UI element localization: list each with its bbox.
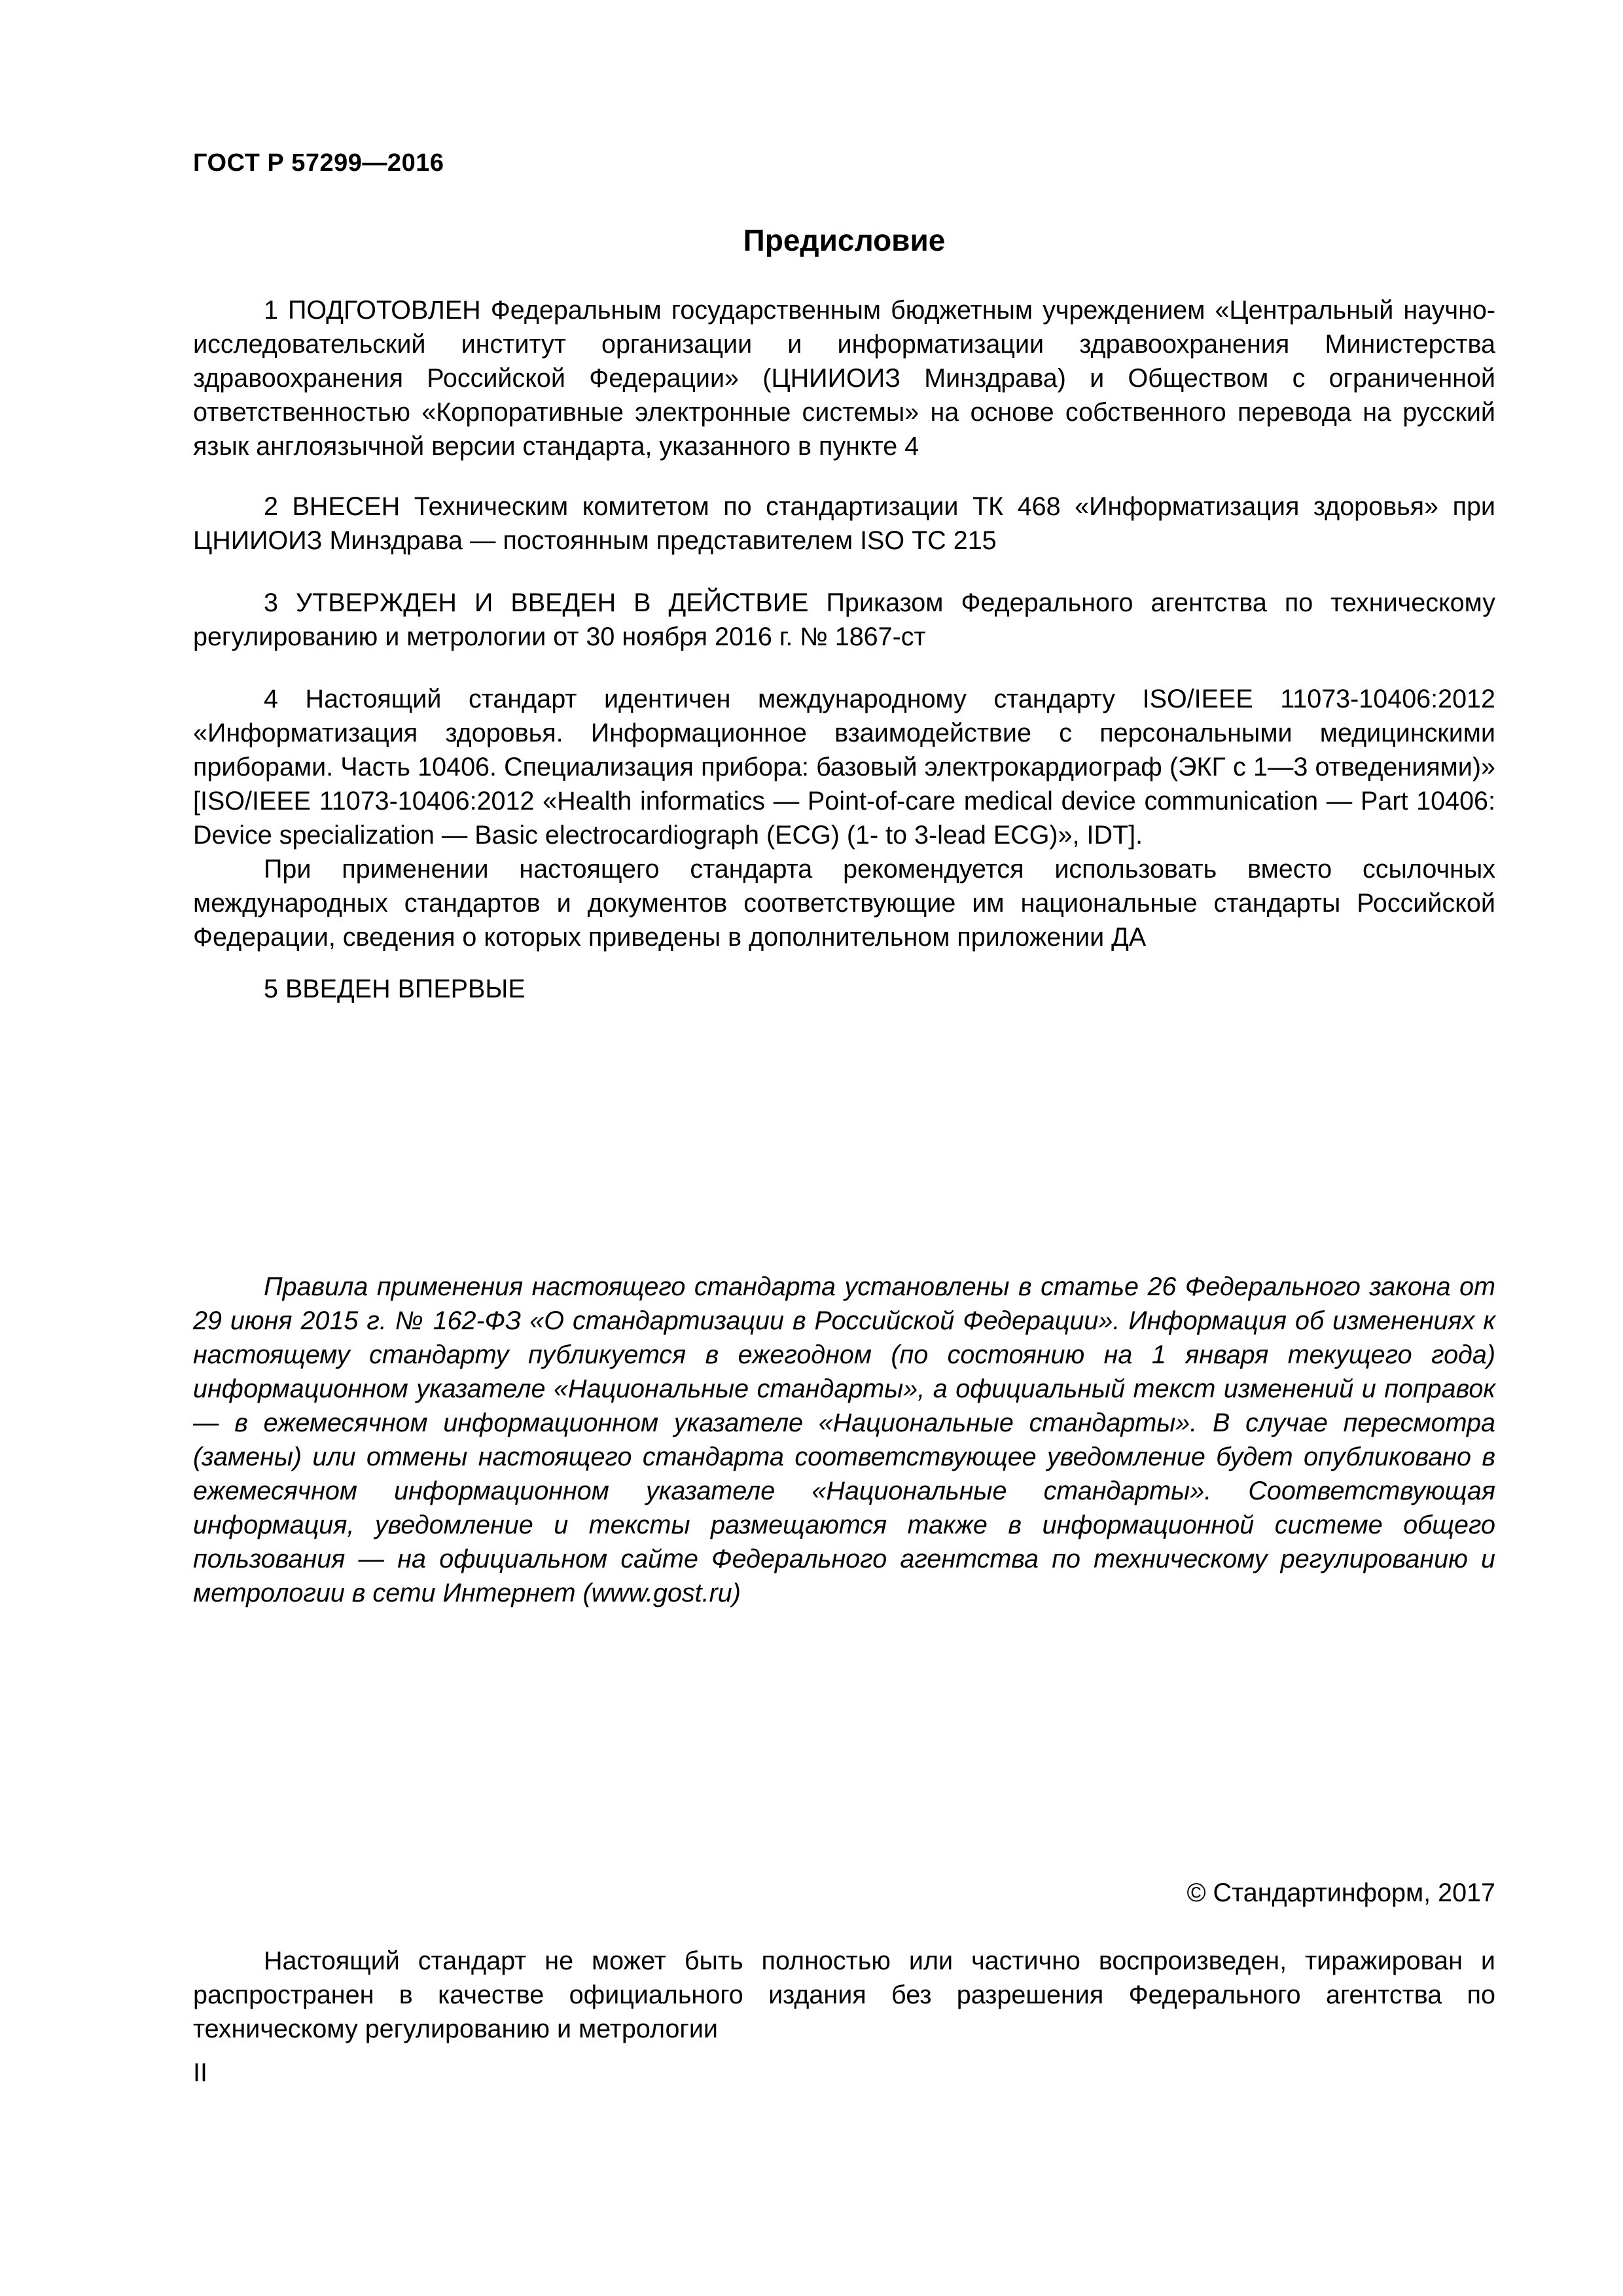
standard-code: ГОСТ Р 57299—2016 — [193, 149, 444, 177]
foreword-item-1 — [193, 293, 1495, 463]
page-title: Предисловие — [743, 223, 946, 257]
foreword-item-5-text: 5 ВВЕДЕН ВПЕРВЫЕ — [264, 975, 526, 1003]
application-rules-text: Правила применения настоящего стандарта установлены в статье 26 Федерального закона от 29 июня 2015 г. № 162-ФЗ «О стандартизации в Российской Федерации». Информация об изменениях к настоящему стандарту публикуется в ежегодном (по состоянию на 1 января текущего года) информационном указателе «Национальные стандарты», а официальный текст изменений и поправок — в ежемесячном информационном указателе «Национальные стандарты». В случае пересмотра (замены) или отмены настоящего стандарта соответствующее уведомление будет опубликовано в ежемесячном информационном указателе «Национальные стандарты». Соответствующая информация, уведомление и тексты размещаются также в информационной системе общего пользования — на официальном сайте Федерального агентства по техническому регулированию и метрологии в сети Интернет (www.gost.ru) — [193, 1272, 1495, 1607]
foreword-item-1-text: 1 ПОДГОТОВЛЕН Федеральным государственным бюджетным учреждением «Центральный научно-исследовательский институт организации и информатизации здравоохранения Министерства здравоохранения Российской Федерации» (ЦНИИОИЗ Минздрава) и Обществом с ограниченной ответственностью «Корпоративные электронные системы» на основе собственного перевода на русский язык англоязычной версии стандарта, указанного в пункте 4 — [193, 296, 1495, 461]
foreword-item-3-text: 3 УТВЕРЖДЕН И ВВЕДЕН В ДЕЙСТВИЕ Приказом Федерального агентства по техническому регулированию и метрологии от 30 ноября 2016 г. № 1867-ст — [193, 588, 1495, 651]
foreword-item-3 — [193, 586, 1495, 654]
reproduction-notice-text: Настоящий стандарт не может быть полностью или частично воспроизведен, тиражирован и распространен в качестве официального издания без разрешения Федерального агентства по техническому регулированию и метрологии — [193, 1946, 1495, 2043]
page-number: II — [193, 2058, 207, 2087]
reproduction-notice — [193, 1944, 1495, 2046]
foreword-item-2 — [193, 490, 1495, 558]
copyright-line: © Стандартинформ, 2017 — [1186, 1878, 1495, 1907]
foreword-item-5 — [193, 972, 1495, 1006]
foreword-item-2-text: 2 ВНЕСЕН Техническим комитетом по стандартизации ТК 468 «Информатизация здоровья» при ЦНИИОИЗ Минздрава — постоянным представителем ISO ТС 215 — [193, 492, 1495, 555]
foreword-item-4-note: При применении настоящего стандарта рекомендуется использовать вместо ссылочных международных стандартов и документов соответствующие им национальные стандарты Российской Федерации, сведения о которых приведены в дополнительном приложении ДА — [193, 855, 1495, 952]
foreword-item-4-text: 4 Настоящий стандарт идентичен международному стандарту ISO/IEEE 11073-10406:2012 «Информатизация здоровья. Информационное взаимодействие с персональными медицинскими приборами. Часть 10406. Специализация прибора: базовый электрокардиограф (ЭКГ с 1—3 отведениями)» [ISO/IEEE 11073-10406:2012 «Health informatics — Point-of-care medical device communication — Part 10406: Device specialization — Basic electrocardiograph (ECG) (1- to 3-lead ECG)», IDT]. — [193, 685, 1495, 850]
foreword-item-4 — [193, 682, 1495, 954]
application-rules-notice — [193, 1270, 1495, 1610]
